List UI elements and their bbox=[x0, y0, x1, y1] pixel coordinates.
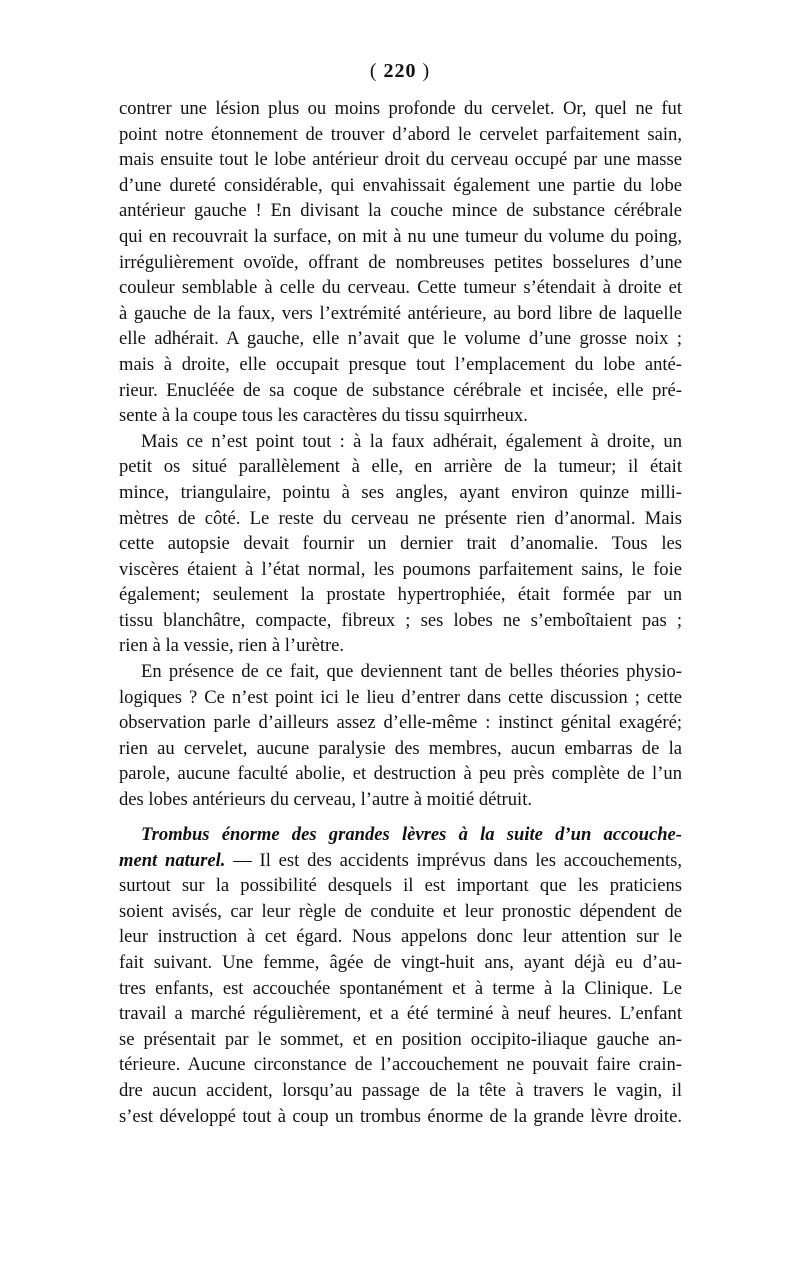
text-line: dre aucun accident, lorsqu’au passage de la tête à travers le vagin, il bbox=[119, 1079, 682, 1101]
text-line: petit os situé parallèlement à elle, en arrière de la tumeur; il était bbox=[119, 456, 682, 478]
text-line: point notre étonnement de trouver d’abord le cervelet parfaitement sain, bbox=[119, 123, 682, 145]
section-title: Trombus énorme des grandes lèvres à la suite d’un accouche- bbox=[141, 824, 682, 845]
text-line: qui en recouvrait la surface, on mit à nu une tumeur du volume du poing, bbox=[119, 225, 682, 247]
text-line: Mais ce n’est point tout : à la faux adhérait, également à droite, un bbox=[141, 430, 682, 452]
text-line: contrer une lésion plus ou moins profonde du cervelet. Or, quel ne fut bbox=[119, 98, 682, 119]
text-line: observation parle d’ailleurs assez d’elle-même : instinct génital exagéré; bbox=[119, 712, 682, 734]
text-line: soient avisés, car leur règle de conduite et leur pronostic dépendent de bbox=[119, 900, 682, 922]
text-line: leur instruction à cet égard. Nous appelons donc leur attention sur le bbox=[119, 926, 682, 948]
text-line: parole, aucune faculté abolie, et destruction à peu près complète de l’un bbox=[119, 763, 682, 785]
text-line: rien au cervelet, aucune paralysie des membres, aucun embarras de la bbox=[119, 737, 682, 759]
text-line: elle adhérait. A gauche, elle n’avait que le volume d’une grosse noix ; bbox=[119, 328, 682, 350]
text-line: irrégulièrement ovoïde, offrant de nombreuses petites bosselures d’une bbox=[119, 251, 682, 273]
text-line: viscères étaient à l’état normal, les poumons parfaitement sains, le foie bbox=[119, 558, 682, 580]
text-line: térieure. Aucune circonstance de l’accouchement ne pouvait faire crain- bbox=[119, 1054, 682, 1076]
paragraph-trombus bbox=[119, 822, 682, 1129]
page-number-close-paren: ) bbox=[422, 60, 431, 82]
text-line: des lobes antérieurs du cerveau, l’autre à moitié détruit. bbox=[119, 789, 533, 811]
text-line: se présentait par le sommet, et en position occipito-iliaque gauche an- bbox=[119, 1028, 682, 1050]
paragraph-autopsy-brain bbox=[119, 96, 682, 429]
text-line: antérieur gauche ! En divisant la couche mince de substance cérébrale bbox=[119, 200, 682, 222]
text-line: fait suivant. Une femme, âgée de vingt-huit ans, ayant déjà eu d’au- bbox=[119, 951, 682, 973]
text-line: tissu blanchâtre, compacte, fibreux ; ses lobes ne s’emboîtaient pas ; bbox=[119, 609, 682, 631]
text-line: couleur semblable à celle du cerveau. Cette tumeur s’étendait à droite et bbox=[119, 277, 682, 299]
text-line: logiques ? Ce n’est point ici le lieu d’entrer dans cette discussion ; cette bbox=[119, 686, 682, 708]
text-line: mais à droite, elle occupait presque tout l’emplacement du lobe anté- bbox=[119, 353, 682, 375]
body-text-section bbox=[119, 822, 682, 1129]
text-line: d’une dureté considérable, qui envahissait également une partie du lobe bbox=[119, 174, 682, 196]
text-line: mince, triangulaire, pointu à ses angles, ayant environ quinze milli- bbox=[119, 481, 682, 503]
body-text-top bbox=[119, 96, 682, 813]
text-line: mais ensuite tout le lobe antérieur droit du cerveau occupé par une masse bbox=[119, 149, 682, 171]
text-line: rieur. Enucléée de sa coque de substance cérébrale et incisée, elle pré- bbox=[119, 379, 682, 401]
text-line: travail a marché régulièrement, et a été terminé à neuf heures. L’enfant bbox=[119, 1003, 682, 1025]
text-line bbox=[119, 848, 682, 874]
section-title-end: ment naturel. bbox=[119, 849, 226, 871]
text-line: En présence de ce fait, que deviennent tant de belles théories physio- bbox=[141, 661, 682, 683]
text-line: mètres de côté. Le reste du cerveau ne présente rien d’anormal. Mais bbox=[119, 507, 682, 529]
page-number bbox=[0, 60, 800, 83]
text-line: s’est développé tout à coup un trombus énorme de la grande lèvre droite. bbox=[119, 1105, 682, 1127]
text-segment: — Il est des accidents imprévus dans les accouchements, bbox=[225, 849, 682, 871]
text-line: tres enfants, est accouchée spontanément et à terme à la Clinique. Le bbox=[119, 977, 682, 999]
text-line: à gauche de la faux, vers l’extrémité antérieure, au bord libre de laquelle bbox=[119, 302, 682, 324]
paragraph-small-bone bbox=[119, 429, 682, 659]
text-line: également; seulement la prostate hypertrophiée, était formée par un bbox=[119, 584, 682, 606]
text-line: rien à la vessie, rien à l’urètre. bbox=[119, 635, 345, 657]
page-number-open-paren: ( bbox=[369, 60, 378, 82]
page-number-value: 220 bbox=[383, 60, 417, 82]
paragraph-conclusion bbox=[119, 659, 682, 813]
text-line: cette autopsie devait fournir un dernier trait d’anomalie. Tous les bbox=[119, 533, 682, 555]
text-line: sente à la coupe tous les caractères du tissu squirrheux. bbox=[119, 405, 528, 427]
text-line: surtout sur la possibilité desquels il est important que les praticiens bbox=[119, 875, 682, 897]
